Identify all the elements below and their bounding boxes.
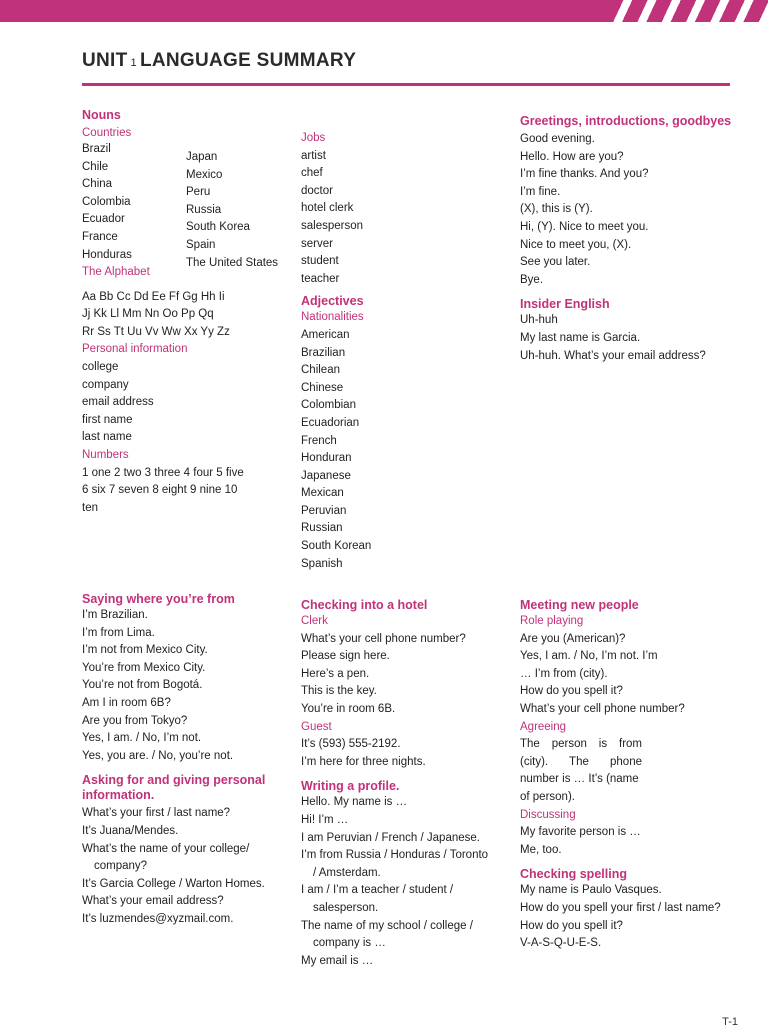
- text-line: Mexico: [186, 168, 223, 181]
- text-line: company: [82, 378, 129, 391]
- jobs-label: Jobs: [301, 132, 326, 144]
- spelling-lines: [520, 882, 721, 952]
- text-line: … I’m from (city).: [520, 667, 608, 680]
- text-line: Mexican: [301, 487, 344, 500]
- text-line: Russian: [301, 522, 343, 535]
- text-line: Ecuador: [82, 213, 125, 226]
- text-line: French: [301, 434, 337, 447]
- text-line: Hello. How are you?: [520, 150, 624, 163]
- text-line: My email is …: [301, 954, 374, 967]
- text-line: I’m not from Mexico City.: [82, 644, 208, 657]
- greetings-lines: [520, 131, 740, 289]
- text-line: salesperson.: [313, 901, 379, 914]
- text-line: The person is from: [520, 738, 642, 751]
- text-line: What’s your email address?: [82, 895, 224, 908]
- text-line: South Korean: [301, 540, 372, 553]
- text-line: 6 six 7 seven 8 eight 9 nine 10: [82, 484, 238, 497]
- text-line: It’s (593) 555-2192.: [301, 738, 401, 751]
- text-line: I’m Brazilian.: [82, 609, 148, 621]
- nationalities-items: [301, 327, 501, 573]
- text-line: Colombian: [301, 399, 356, 412]
- text-line: This is the key.: [301, 685, 377, 698]
- text-line: Honduras: [82, 248, 132, 261]
- text-line: doctor: [301, 184, 333, 197]
- text-line: My name is Paulo Vasques.: [520, 884, 662, 897]
- text-line: You’re not from Bogotá.: [82, 679, 203, 692]
- text-line: It’s Juana/Mendes.: [82, 824, 179, 837]
- role-playing-lines: [520, 631, 685, 719]
- text-line: France: [82, 230, 118, 243]
- text-line: teacher: [301, 272, 340, 285]
- text-line: Colombia: [82, 195, 131, 208]
- text-line: Peruvian: [301, 504, 347, 517]
- text-line: Yes, I am. / No, I’m not.: [82, 732, 202, 745]
- text-line: Hi! I’m …: [301, 813, 349, 826]
- text-line: It’s Garcia College / Warton Homes.: [82, 877, 265, 890]
- nouns-section: [82, 108, 282, 143]
- text-line: Chile: [82, 160, 109, 173]
- text-line: Brazilian: [301, 346, 346, 359]
- text-line: Russia: [186, 203, 222, 216]
- text-line: company?: [94, 860, 148, 873]
- text-line: I’m from Russia / Honduras / Toronto: [301, 849, 489, 862]
- text-line: China: [82, 178, 113, 191]
- guest-label: Guest: [301, 720, 332, 733]
- text-line: email address: [82, 396, 154, 409]
- text-line: last name: [82, 431, 132, 444]
- text-line: Hi, (Y). Nice to meet you.: [520, 220, 649, 233]
- text-line: Please sign here.: [301, 650, 390, 663]
- text-line: How do you spell it?: [520, 685, 623, 698]
- text-line: Brazil: [82, 143, 111, 155]
- alphabet-label: The Alphabet: [82, 266, 150, 278]
- text-line: My favorite person is …: [520, 826, 641, 839]
- text-line: You’re from Mexico City.: [82, 661, 206, 674]
- text-line: The name of my school / college /: [301, 919, 473, 932]
- title-rule: [82, 83, 730, 86]
- personal-info-heading: Asking for and giving personal: [82, 773, 266, 788]
- text-line: I’m from Lima.: [82, 626, 155, 639]
- text-line: Peru: [186, 186, 211, 199]
- profile-lines: [301, 794, 506, 970]
- saying-from-lines: [82, 607, 287, 765]
- clerk-label: Clerk: [301, 615, 328, 627]
- text-line: (X), this is (Y).: [520, 203, 593, 216]
- text-line: See you later.: [520, 256, 591, 269]
- text-line: I’m here for three nights.: [301, 755, 426, 768]
- text-line: Me, too.: [520, 843, 562, 856]
- text-line: American: [301, 328, 350, 341]
- personal-info-lines: [82, 805, 287, 928]
- text-line: salesperson: [301, 219, 364, 232]
- text-line: How do you spell it?: [520, 919, 623, 932]
- top-banner: [0, 0, 768, 22]
- numbers-lines: [82, 465, 292, 518]
- agreeing-label: Agreeing: [520, 720, 567, 733]
- greetings-section: [520, 114, 740, 365]
- alphabet-section: [82, 264, 292, 517]
- text-line: What’s your first / last name?: [82, 807, 231, 820]
- text-line: Chinese: [301, 381, 344, 394]
- text-line: 1 one 2 two 3 three 4 four 5 five: [82, 466, 244, 479]
- countries-col-2: [186, 149, 278, 272]
- text-line: How do you spell your first / last name?: [520, 901, 721, 914]
- hotel-heading: Checking into a hotel: [301, 598, 428, 612]
- text-line: Bye.: [520, 273, 544, 286]
- text-line: Uh-huh: [520, 314, 558, 327]
- page-title: UNIT 1 LANGUAGE SUMMARY: [82, 50, 357, 71]
- text-line: first name: [82, 413, 133, 426]
- text-line: college: [82, 360, 119, 373]
- text-line: Uh-huh. What’s your email address?: [520, 349, 706, 362]
- text-line: I am Peruvian / French / Japanese.: [301, 831, 480, 844]
- agreeing-lines: [520, 736, 642, 806]
- text-line: I’m fine.: [520, 185, 561, 198]
- text-line: My last name is Garcia.: [520, 331, 641, 344]
- personal-info-label: Personal information: [82, 343, 188, 356]
- countries-label: Countries: [82, 127, 132, 139]
- nouns-heading: Nouns: [82, 108, 121, 122]
- clerk-lines: [301, 631, 506, 719]
- text-line: The United States: [186, 256, 279, 269]
- saying-from-heading: Saying where you’re from: [82, 592, 235, 606]
- text-line: number is … It’s (name: [520, 773, 639, 786]
- text-line: What’s the name of your college/: [82, 842, 250, 855]
- text-line: Jj Kk Ll Mm Nn Oo Pp Qq: [82, 308, 214, 321]
- text-line: I’m fine thanks. And you?: [520, 168, 649, 181]
- text-line: You’re in room 6B.: [301, 702, 396, 715]
- text-line: chef: [301, 167, 323, 180]
- text-line: What’s your cell phone number?: [301, 632, 466, 645]
- personal-info-heading-2: information.: [82, 788, 155, 803]
- text-line: Chilean: [301, 364, 340, 377]
- text-line: Spanish: [301, 557, 343, 570]
- role-playing-label: Role playing: [520, 615, 584, 627]
- jobs-section: [301, 130, 501, 573]
- text-line: Ecuadorian: [301, 416, 360, 429]
- text-line: Are you (American)?: [520, 632, 626, 645]
- text-line: artist: [301, 149, 326, 162]
- text-line: Japanese: [301, 469, 351, 482]
- text-line: Hello. My name is …: [301, 796, 408, 809]
- text-line: What’s your cell phone number?: [520, 702, 685, 715]
- guest-lines: [301, 736, 506, 771]
- meeting-section: [520, 598, 721, 953]
- alphabet-lines: [82, 289, 292, 342]
- text-line: of person).: [520, 790, 575, 803]
- meeting-heading: Meeting new people: [520, 598, 639, 612]
- greetings-heading: Greetings, introductions, goodbyes: [520, 114, 732, 128]
- insider-lines: [520, 312, 740, 365]
- text-line: student: [301, 255, 339, 268]
- countries-col-1: [82, 141, 132, 264]
- text-line: South Korea: [186, 221, 250, 234]
- text-line: / Amsterdam.: [313, 866, 381, 879]
- personal-info-items: [82, 359, 292, 447]
- text-line: Nice to meet you, (X).: [520, 238, 632, 251]
- jobs-items: [301, 148, 501, 289]
- spelling-heading: Checking spelling: [520, 867, 627, 882]
- text-line: Yes, you are. / No, you’re not.: [82, 749, 234, 762]
- text-line: Am I in room 6B?: [82, 696, 171, 709]
- text-line: Spain: [186, 238, 216, 251]
- text-line: Yes, I am. / No, I’m not. I’m: [520, 650, 658, 663]
- text-line: (city). The phone: [520, 755, 642, 768]
- text-line: Honduran: [301, 452, 352, 465]
- numbers-label: Numbers: [82, 448, 129, 461]
- text-line: Rr Ss Tt Uu Vv Ww Xx Yy Zz: [82, 325, 230, 338]
- text-line: Aa Bb Cc Dd Ee Ff Gg Hh Ii: [82, 290, 225, 303]
- profile-heading: Writing a profile.: [301, 779, 400, 794]
- insider-heading: Insider English: [520, 297, 610, 312]
- text-line: ten: [82, 501, 98, 514]
- discussing-label: Discussing: [520, 808, 576, 821]
- hotel-section: [301, 598, 506, 970]
- text-line: Good evening.: [520, 133, 595, 145]
- text-line: V-A-S-Q-U-E-S.: [520, 937, 602, 950]
- text-line: company is …: [313, 937, 386, 950]
- text-line: It’s luzmendes@xyzmail.com.: [82, 912, 234, 925]
- text-line: hotel clerk: [301, 202, 354, 215]
- text-line: Here’s a pen.: [301, 667, 370, 680]
- text-line: I am / I’m a teacher / student /: [301, 884, 454, 897]
- saying-from-section: [82, 592, 287, 929]
- text-line: Japan: [186, 151, 218, 163]
- stripe-decoration: [608, 0, 768, 22]
- page-number: T-1: [722, 1016, 738, 1028]
- nationalities-label: Nationalities: [301, 311, 364, 324]
- discussing-lines: [520, 824, 642, 859]
- text-line: Are you from Tokyo?: [82, 714, 188, 727]
- text-line: server: [301, 237, 333, 250]
- adjectives-heading: Adjectives: [301, 294, 364, 309]
